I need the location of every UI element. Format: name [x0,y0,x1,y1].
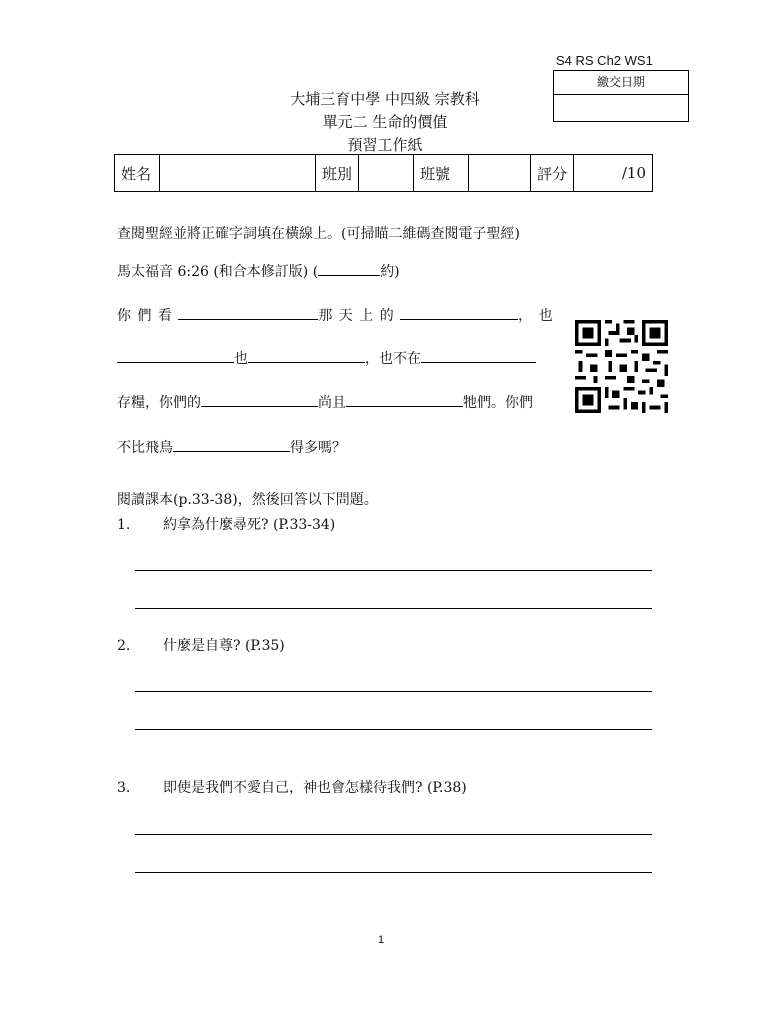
fill-line-1 [117,305,554,325]
blank-5[interactable] [421,348,536,363]
submission-date-label: 繳交日期 [554,71,688,95]
question-3-text: 即使是我們不愛自己，神也會怎樣待我們? (P.38) [163,780,467,796]
blank-4[interactable] [248,348,365,363]
fill-text-4a: 不比飛鳥 [117,440,173,456]
page-number: 1 [378,934,385,946]
fill-text-1c: ， 也 [518,308,554,324]
answer-line-1b[interactable] [135,608,652,609]
fill-line-2 [117,348,536,368]
fill-text-3b: 尚且 [318,395,346,411]
submission-date-field[interactable] [554,95,688,122]
class-label: 班別 [316,155,359,192]
blank-8[interactable] [173,437,290,452]
answer-line-3b[interactable] [135,872,652,873]
verse-reference [117,261,400,281]
score-label: 評分 [531,155,574,192]
number-label: 班號 [414,155,469,192]
question-2-text: 什麼是自尊? (P.35) [163,638,285,654]
fill-line-3 [117,392,533,412]
fill-text-3a: 存糧，你們的 [117,395,201,411]
score-field[interactable]: /10 [574,155,653,192]
qr-code-icon[interactable] [575,320,668,413]
fill-text-2a: 也 [234,351,248,367]
blank-1[interactable] [178,305,318,320]
question-1 [117,514,335,534]
answer-line-1a[interactable] [135,570,652,571]
question-2-number: 2. [117,638,131,654]
reading-instruction: 閱讀課本(p.33-38)，然後回答以下問題。 [117,492,378,508]
class-field[interactable] [359,155,414,192]
fill-text-3c: 牠們。你們 [463,395,533,411]
question-3 [117,777,467,797]
verse-ref-prefix: 馬太福音 6:26 (和合本修訂版) ( [117,264,319,280]
fill-text-1a: 你 們 看 [117,308,173,324]
question-1-text: 約拿為什麼尋死? (P.33-34) [163,517,336,533]
school-heading: 大埔三育中學 中四級 宗教科 [290,90,480,108]
blank-3[interactable] [117,348,234,363]
document-code: S4 RS Ch2 WS1 [556,53,653,68]
number-field[interactable] [469,155,531,192]
verse-blank[interactable] [318,261,380,276]
unit-heading: 單元二 生命的價值 [322,113,448,131]
submission-date-box [553,70,689,122]
question-1-number: 1. [117,517,131,533]
fill-line-4 [117,437,346,457]
instruction-text: 查閱聖經並將正確字詞填在橫線上。(可掃瞄二維碼查閱電子聖經) [117,226,520,242]
student-info-table [114,154,653,192]
worksheet-title: 預習工作紙 [347,136,423,154]
blank-2[interactable] [400,305,518,320]
verse-ref-suffix: 約) [380,264,400,280]
name-label: 姓名 [115,155,160,192]
question-3-number: 3. [117,780,131,796]
name-field[interactable] [160,155,316,192]
answer-line-2a[interactable] [135,691,652,692]
blank-6[interactable] [201,392,318,407]
answer-line-2b[interactable] [135,729,652,730]
answer-line-3a[interactable] [135,834,652,835]
question-2 [117,635,285,655]
blank-7[interactable] [346,392,463,407]
fill-text-1b: 那 天 上 的 [318,308,395,324]
fill-text-2b: ，也不在 [365,351,421,367]
fill-text-4b: 得多嗎？ [290,440,346,456]
